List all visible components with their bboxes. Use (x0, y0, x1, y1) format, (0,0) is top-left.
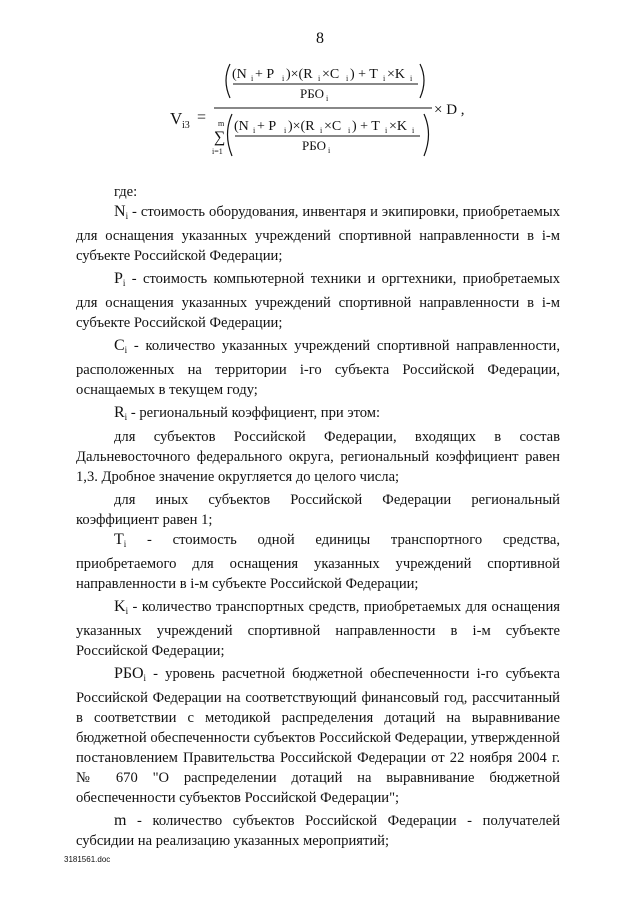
r-case-1: для иных субъектов Российской Федерации региональный коэффициент равен 1; (76, 492, 560, 528)
definition-text: - региональный коэффициент, при этом: (127, 405, 381, 421)
formula-times-d: × D , (434, 102, 465, 118)
definitions-block (76, 182, 560, 851)
definition-symbol-sub: i (123, 539, 127, 549)
definition-text: - количество субъектов Российской Федерации - получателей субсидии на реализацию указанных мероприятий; (76, 813, 560, 849)
definition-symbol: T (114, 531, 124, 548)
svg-text:×C: ×C (322, 67, 340, 82)
formula (170, 58, 470, 168)
definition-symbol: R (114, 404, 125, 421)
svg-text:+ P: + P (255, 67, 275, 82)
svg-text:РБО: РБО (302, 138, 326, 153)
svg-text:)×(R: )×(R (286, 67, 313, 82)
sum-top: m (218, 119, 225, 128)
svg-text:i: i (383, 74, 386, 83)
definition-symbol: K (114, 598, 126, 615)
formula-lhs: V (170, 109, 183, 128)
definition-defs-0 (76, 202, 560, 266)
svg-text:i: i (385, 126, 388, 135)
svg-text:i: i (328, 146, 331, 155)
definition-text: - количество транспортных средств, приобретаемых для оснащения указанных учреждений спортивной направленности в i-м субъекте Российской Федерации; (76, 599, 560, 659)
definition-defs-2 (76, 336, 560, 400)
definition-text: - стоимость одной единицы транспортного средства, приобретаемого для оснащения указанных учреждений спортивной направленности в i-м субъекте Российской Федерации; (76, 532, 560, 592)
svg-text:×K: ×K (387, 67, 406, 82)
svg-text:i: i (348, 126, 351, 135)
definition-text: - уровень расчетной бюджетной обеспеченности i-го субъекта Российской Федерации на соответствующий финансовый год, рассчитанный в соответствии с методикой распределения дотаций на выравнивание бюджетной обеспеченности субъектов Российской Федерации, утвержденной постановлением Правительства Российской Федерации от 22 ноября 2004 г. № 670 "О распределении дотаций на выравнивание бюджетной обеспеченности субъектов Российской Федерации"; (76, 666, 560, 806)
definition-symbol: C (114, 337, 125, 354)
svg-text:) + T: ) + T (352, 119, 380, 134)
svg-text:∑: ∑ (214, 129, 226, 146)
definition-symbol: РБО (114, 665, 144, 682)
definition-defs2-2 (76, 664, 560, 808)
formula-lhs-sub: i3 (182, 120, 190, 131)
svg-text:i: i (253, 126, 256, 135)
definition-symbol: N (114, 203, 126, 220)
svg-text:i: i (346, 74, 349, 83)
formula-eq: = (197, 109, 207, 126)
definition-defs-3 (76, 403, 560, 427)
definition-symbol-sub: i (143, 673, 147, 683)
definition-text: - стоимость компьютерной техники и оргтехники, приобретаемых для оснащения указанных учреждений спортивной направленности в i-м субъекте Российской Федерации; (76, 271, 560, 331)
svg-text:+ P: + P (257, 119, 277, 134)
definition-symbol: m (114, 812, 127, 829)
definition-defs-1 (76, 269, 560, 333)
svg-text:(N: (N (232, 67, 247, 82)
svg-text:i: i (412, 126, 415, 135)
definition-defs2-1 (76, 597, 560, 661)
svg-text:РБО: РБО (300, 86, 324, 101)
svg-text:×C: ×C (324, 119, 342, 134)
definition-defs2-3 (76, 811, 560, 851)
definition-text: - количество указанных учреждений спортивной направленности, расположенных на территории i-го субъекта Российской Федерации, оснащаемых в текущем году; (76, 338, 560, 398)
footer-doc-id: 3181561.doc (64, 855, 111, 864)
svg-text:i: i (284, 126, 287, 135)
svg-text:i: i (410, 74, 413, 83)
svg-text:×K: ×K (389, 119, 408, 134)
sum-bottom: i=1 (212, 147, 223, 156)
svg-text:)×(R: )×(R (288, 119, 315, 134)
definition-defs2-0 (76, 530, 560, 594)
svg-text:(N: (N (234, 119, 249, 134)
r-case-0: для субъектов Российской Федерации, входящих в состав Дальневосточного федерального округа, региональный коэффициент равен 1,3. Дробное значение округляется до целого числа; (76, 429, 560, 485)
svg-text:i: i (320, 126, 323, 135)
definition-symbol-sub: i (125, 606, 129, 616)
page-number: 8 (316, 30, 324, 47)
svg-text:i: i (282, 74, 285, 83)
definition-text: - стоимость оборудования, инвентаря и экипировки, приобретаемых для оснащения указанных учреждений спортивной направленности в i-м субъекте Российской Федерации; (76, 204, 560, 264)
svg-text:i: i (326, 94, 329, 103)
intro-text: где: (114, 184, 138, 200)
definition-symbol: P (114, 270, 123, 287)
definition-symbol-sub: i (125, 211, 129, 221)
svg-text:i: i (251, 74, 254, 83)
definition-symbol-sub: i (124, 345, 128, 355)
svg-text:) + T: ) + T (350, 67, 378, 82)
definition-symbol-sub: i (124, 412, 128, 422)
svg-text:i: i (318, 74, 321, 83)
definition-symbol-sub: i (122, 278, 126, 288)
